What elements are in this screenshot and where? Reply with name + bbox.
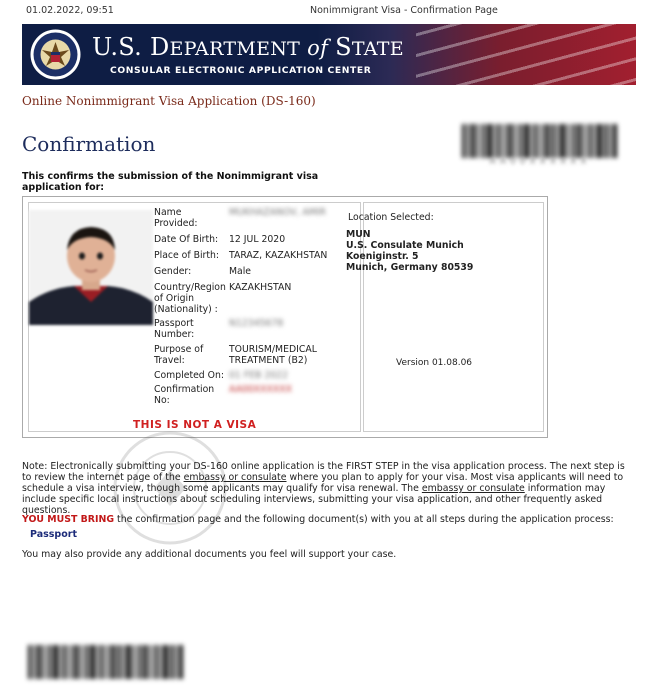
print-page-title: Nonimmigrant Visa - Confirmation Page [310,5,498,16]
great-seal-icon [29,28,82,81]
state-department-banner [22,24,636,85]
location-selected-label: Location Selected: [348,212,434,223]
embassy-link-1[interactable]: embassy or consulate [183,472,287,483]
confirmation-value: AA00XXXXXX [229,384,293,395]
flag-stripes [416,24,636,85]
location-street: Koeniginstr. 5 [346,251,419,262]
print-header [26,5,645,19]
must-bring-statement: YOU MUST BRING the confirmation page and the following document(s) with you at all steps during the application process: [22,514,614,525]
form-version: Version 01.08.06 [396,358,473,368]
country-value: KAZAKHSTAN [229,282,292,293]
dob-value: 12 JUL 2020 [229,234,286,245]
must-bring-label: YOU MUST BRING [22,514,115,525]
banner-subtitle: CONSULAR ELECTRONIC APPLICATION CENTER [110,65,372,76]
name-value: MUKHAZANOV, AMIR [229,207,326,218]
location-code: MUN [346,229,371,240]
location-name: U.S. Consulate Munich [346,240,464,251]
confirmation-statement: This confirms the submission of the Nonimmigrant visa application for: [22,171,319,193]
not-a-visa-warning: THIS IS NOT A VISA [133,419,257,431]
banner-title: U.S. DEPARTMENT of STATE [92,33,404,61]
pob-value: TARAZ, KAZAKHSTAN [229,250,328,261]
applicant-photo [29,210,153,325]
completed-value: 01 FEB 2022 [229,370,288,381]
gender-value: Male [229,266,252,277]
page-title: Confirmation [22,132,156,156]
applicant-card: Name Provided: MUKHAZANOV, AMIR Date Of Birth: 12 JUL 2020 Place of Birth: TARAZ, KAZAKHSTAN Gender: Male Country/Region of Origin (Nationality) : KAZAKHSTAN Passport Number: N12345678 Purpose of Travel: TOURISM/MEDICAL TREATMENT (B2) Completed On: 01 FEB 2022 Confirmation No: AA00XXXXXX THIS IS NOT A VISA [22,196,548,438]
application-title: Online Nonimmigrant Visa Application (DS-160) [22,94,316,108]
purpose-value: TOURISM/MEDICAL TREATMENT (B2) [229,344,317,366]
barcode-number: AA00XXXXXX [489,157,591,167]
note-paragraph: Note: Electronically submitting your DS-160 online application is the FIRST STEP in the visa application process. The next step is to review the internet page of the embassy or consulate where you plan to apply for your visa. Most visa applicants will need to schedule a visa interview, though some applicants may qualify for visa renewal. The embassy or consulate information may include specific local instructions about scheduling interviews, submitting your visa application, and other frequently asked questions. [22,461,625,516]
embassy-link-2[interactable]: embassy or consulate [421,483,525,494]
barcode-bottom [28,645,184,679]
location-city: Munich, Germany 80539 [346,262,474,273]
print-datetime: 01.02.2022, 09:51 [26,5,114,16]
passport-value: N12345678 [229,318,284,329]
location-address [346,229,473,273]
barcode-top [462,124,618,158]
additional-documents-note: You may also provide any additional documents you feel will support your case. [22,549,397,560]
required-document-passport: Passport [30,529,77,540]
